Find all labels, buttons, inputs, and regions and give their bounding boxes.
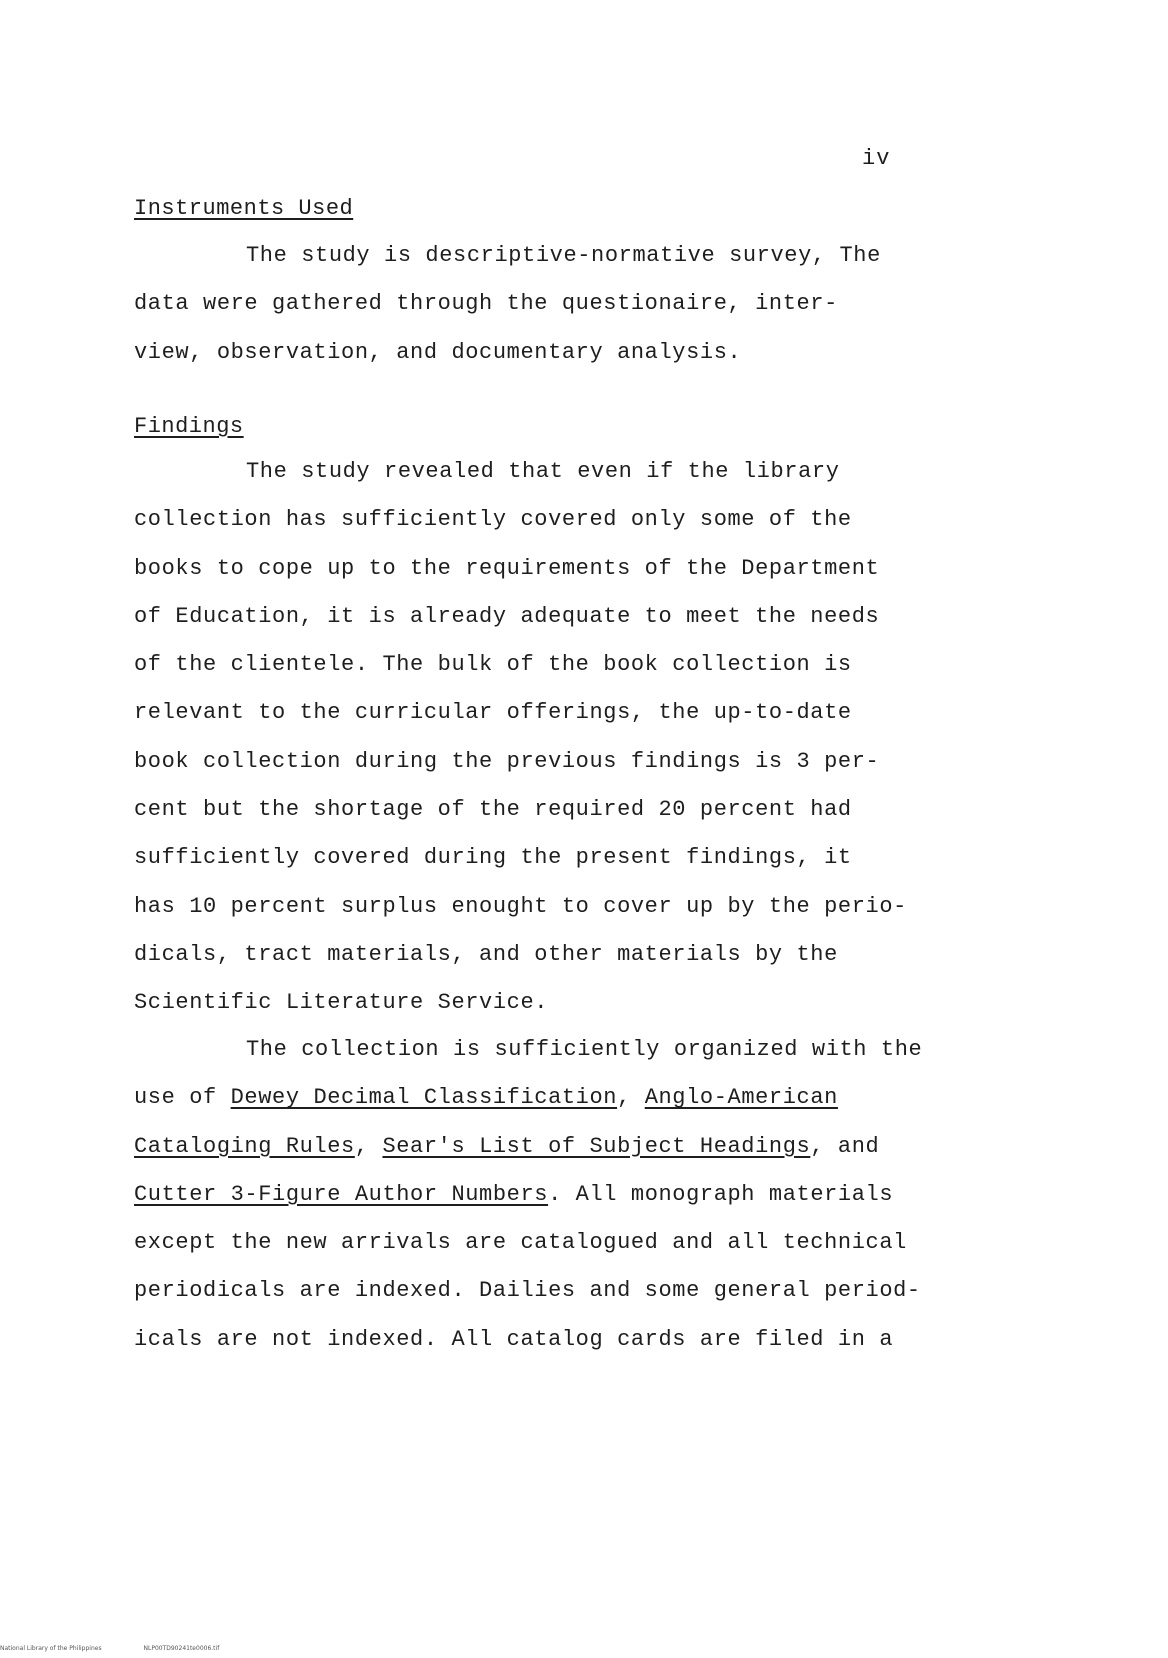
text-run: ,	[354, 1133, 383, 1159]
text-line: data were gathered through the questionaire, inter-	[134, 291, 838, 317]
text-line: cent but the shortage of the required 20 percent had	[134, 797, 852, 823]
text-line: relevant to the curricular offerings, the up-to-date	[134, 700, 852, 726]
title-dewey-decimal-classification: Dewey Decimal Classification	[230, 1085, 618, 1111]
title-sears-list-of-subject-headings: Sear's List of Subject Headings	[382, 1133, 811, 1159]
section-heading-instruments-used: Instruments Used	[134, 196, 354, 221]
text-line: book collection during the previous findings is 3 per-	[134, 748, 880, 774]
footer-library: National Library of the Philippines	[0, 1645, 102, 1652]
text-run: use of	[134, 1085, 231, 1111]
title-anglo-american: Anglo-American	[644, 1085, 838, 1111]
text-line: except the new arrivals are catalogued and all technical	[134, 1230, 907, 1256]
text-line: The study revealed that even if the library	[246, 459, 840, 484]
text-run: , and	[810, 1133, 880, 1159]
text-line: books to cope up to the requirements of the Department	[134, 555, 880, 581]
paragraph-findings-1	[134, 448, 934, 1028]
text-line: periodicals are indexed. Dailies and some general period-	[134, 1278, 921, 1304]
text-run: ,	[617, 1085, 645, 1111]
section-heading-findings: Findings	[134, 414, 244, 439]
paragraph-instruments	[134, 232, 934, 377]
text-line: of the clientele. The bulk of the book collection is	[134, 652, 852, 678]
title-cutter-author-numbers: Cutter 3-Figure Author Numbers	[134, 1181, 549, 1207]
scan-footer	[0, 1645, 259, 1652]
text-line: The collection is sufficiently organized with the	[246, 1037, 923, 1062]
text-line: The study is descriptive-normative survey, The	[246, 243, 881, 268]
text-run: . All monograph materials	[548, 1181, 894, 1207]
text-line	[134, 1171, 934, 1219]
text-line: icals are not indexed. All catalog cards are filed in a	[134, 1326, 894, 1352]
text-line: of Education, it is already adequate to meet the needs	[134, 603, 880, 629]
text-line	[134, 1123, 934, 1171]
text-line: Scientific Literature Service.	[134, 990, 549, 1016]
text-line	[134, 1074, 934, 1122]
text-line: sufficiently covered during the present findings, it	[134, 845, 852, 871]
footer-file-id: NLP00TD90241te0006.tif	[143, 1645, 220, 1652]
text-line: has 10 percent surplus enought to cover up by the perio-	[134, 893, 907, 919]
paragraph-findings-2	[134, 1026, 934, 1364]
page-number: iv	[862, 146, 891, 171]
title-cataloging-rules: Cataloging Rules	[134, 1133, 355, 1159]
text-line: dicals, tract materials, and other materials by the	[134, 941, 838, 967]
text-line: collection has sufficiently covered only some of the	[134, 507, 852, 533]
text-line: view, observation, and documentary analysis.	[134, 339, 742, 365]
